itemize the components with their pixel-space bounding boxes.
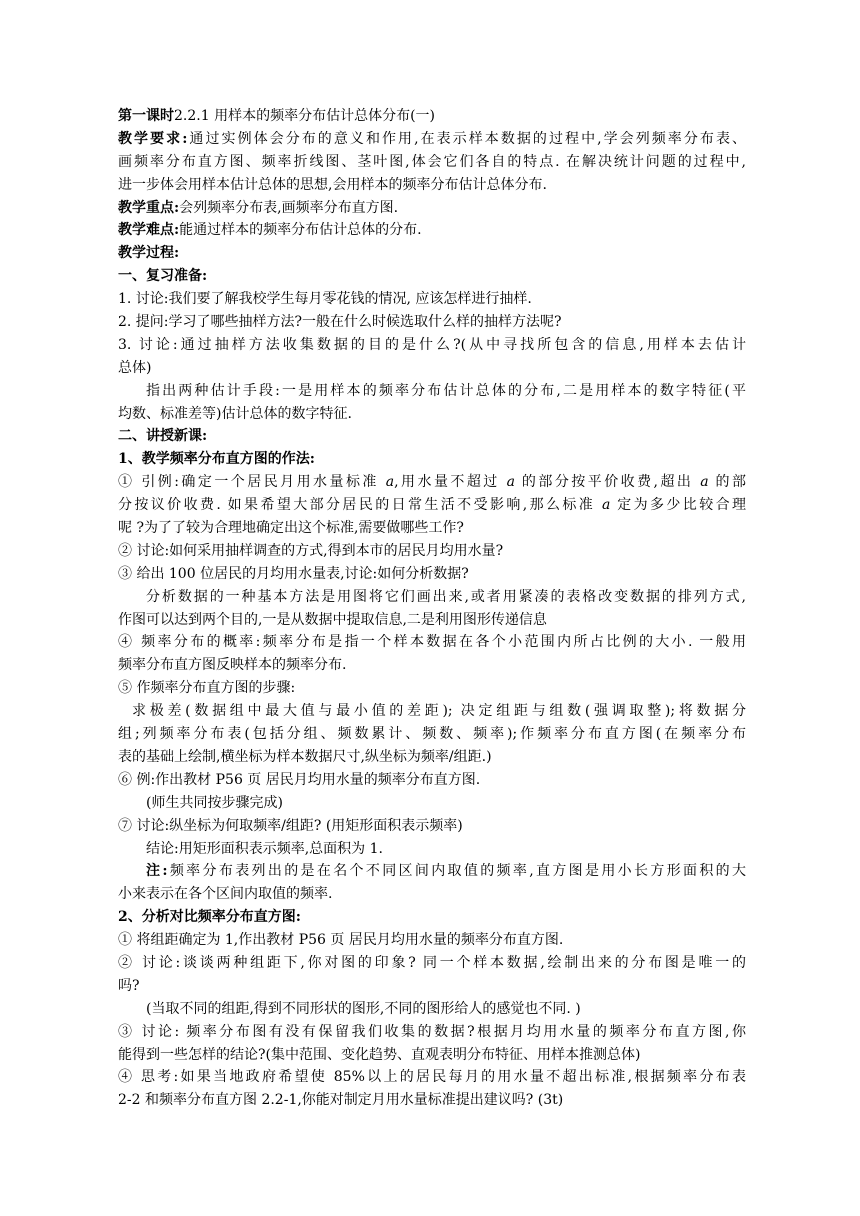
text-segment: 分按议价收费. 如果希望大部分居民的日常生活不受影响,那么标准 (118, 497, 603, 514)
text-segment: 结论:用矩形面积表示频率,总面积为 1. (146, 840, 383, 857)
text-line (118, 1089, 746, 1112)
lesson-plan-document (118, 105, 746, 1112)
text-line (118, 242, 746, 265)
text-line (118, 334, 746, 357)
text-line (118, 975, 746, 998)
text-segment: 表的基础上绘制,横坐标为样本数据尺寸,纵坐标为频率/组距.) (118, 748, 492, 765)
text-line (118, 677, 746, 700)
text-segment: 的部分按平价收费,超出 (515, 474, 701, 491)
text-line (118, 631, 746, 654)
text-line (118, 494, 746, 517)
text-line (118, 1021, 746, 1044)
text-line (118, 219, 746, 242)
text-line (118, 151, 746, 174)
text-line (118, 609, 746, 632)
text-segment: 能得到一些怎样的结论?(集中范围、变化趋势、直观表明分布特征、用样本推测总体) (118, 1046, 641, 1063)
text-line (118, 998, 746, 1021)
text-line (118, 265, 746, 288)
text-segment: 2-2 和频率分布直方图 2.2-1,你能对制定月用水量标准提出建议吗? (3t) (118, 1092, 564, 1109)
text-line (118, 1066, 746, 1089)
bold-heading-text: 1、教学频率分布直方图的作法: (118, 451, 315, 468)
text-line (118, 311, 746, 334)
text-line (118, 906, 746, 929)
bold-heading-text: 教学过程: (118, 245, 180, 262)
text-line (118, 1044, 746, 1067)
text-segment: ⑦ 讨论:纵坐标为何取频率/组距? (用矩形面积表示频率) (118, 817, 463, 834)
text-line (118, 403, 746, 426)
text-segment: ⑥ 例:作出教材 P56 页 居民月均用水量的频率分布直方图. (118, 771, 481, 788)
text-segment: 2.2.1 用样本的频率分布估计总体分布(一) (174, 108, 435, 124)
italic-variable: a (506, 474, 516, 491)
bold-heading-text: 教学难点: (118, 222, 180, 239)
text-segment: 定为多少比较合理 (610, 497, 746, 514)
text-line (118, 105, 746, 128)
text-segment: 小来表示在各个区间内取值的频率. (118, 886, 333, 903)
text-line (118, 746, 746, 769)
text-segment: 频率分布表列出的是在名个不同区间内取值的频率,直方图是用小长方形面积的大 (167, 863, 746, 880)
text-line (118, 929, 746, 952)
bold-heading-text: 2、分析对比频率分布直方图: (118, 909, 301, 926)
text-line (118, 952, 746, 975)
text-line (118, 540, 746, 563)
text-segment: 画频率分布直方图、频率折线图、茎叶图,体会它们各自的特点. 在解决统计问题的过程中, (118, 153, 746, 170)
text-segment: 的部 (708, 474, 746, 491)
text-segment: 1. 讨论:我们要了解我校学生每月零花钱的情况, 应该怎样进行抽样. (118, 291, 532, 308)
text-segment: 分析数据的一种基本方法是用图将它们画出来,或者用紧凑的表格改变数据的排列方式, (146, 588, 746, 605)
text-line (118, 425, 746, 448)
text-segment: ③ 讨论: 频率分布图有没有保留我们收集的数据?根据月均用水量的频率分布直方图,你 (118, 1023, 746, 1040)
text-segment: 指出两种估计手段:一是用样本的频率分布估计总体的分布,二是用样本的数字特征(平 (146, 382, 746, 399)
text-line (118, 700, 746, 723)
text-line (118, 380, 746, 403)
text-segment: 频率分布直方图反映样本的频率分布. (118, 657, 347, 674)
bold-heading-text: 第一课时 (118, 108, 174, 124)
text-line (118, 883, 746, 906)
text-segment: ③ 给出 100 位居民的月均用水量表,讨论:如何分析数据? (118, 565, 469, 582)
text-line (118, 723, 746, 746)
text-segment: 进一步体会用样本估计总体的思想,会用样本的频率分布估计总体分布. (118, 176, 547, 193)
text-segment: ,用水量不超过 (394, 474, 507, 491)
text-line (118, 586, 746, 609)
text-line (118, 448, 746, 471)
text-segment: ④ 思考:如果当地政府希望使 85%以上的居民每月的用水量不超出标准,根据频率分布表 (118, 1069, 746, 1086)
text-segment: ① 引例:确定一个居民月用水量标准 (118, 474, 386, 491)
italic-variable: a (602, 497, 611, 514)
bold-heading-text: 一、复习准备: (118, 268, 208, 285)
text-segment: (师生共同按步骤完成) (146, 794, 283, 811)
text-segment: 作图可以达到两个目的,一是从数据中提取信息,二是利用图形传递信息 (118, 611, 547, 628)
text-line (118, 517, 746, 540)
text-segment: 吗? (118, 977, 140, 994)
text-segment: ① 将组距确定为 1,作出教材 P56 页 居民月均用水量的频率分布直方图. (118, 932, 564, 949)
text-line (118, 654, 746, 677)
text-segment: 2. 提问:学习了哪些抽样方法?一般在什么时候选取什么样的抽样方法呢? (118, 314, 562, 331)
text-segment: (当取不同的组距,得到不同形状的图形,不同的图形给人的感觉也不同. ) (146, 1000, 581, 1017)
text-line (118, 563, 746, 586)
text-segment: ② 讨论:谈谈两种组距下,你对图的印象? 同一个样本数据,绘制出来的分布图是唯一的 (118, 954, 746, 971)
text-line (118, 174, 746, 197)
text-segment: 能通过样本的频率分布估计总体的分布. (179, 222, 422, 239)
text-line (118, 288, 746, 311)
text-line (118, 357, 746, 380)
text-segment: ④ 频率分布的概率:频率分布是指一个样本数据在各个小范围内所占比例的大小. 一般用 (118, 634, 746, 651)
text-line (118, 792, 746, 815)
italic-variable: a (700, 474, 709, 491)
text-segment: 会列频率分布表,画频率分布直方图. (179, 199, 399, 216)
text-segment: 均数、标准差等)估计总体的数字特征. (118, 405, 352, 422)
text-line (118, 197, 746, 220)
bold-heading-text: 二、讲授新课: (118, 428, 208, 445)
text-segment: 组;列频率分布表(包括分组、频数累计、频数、频率);作频率分布直方图(在频率分布 (118, 726, 746, 743)
text-line (118, 471, 746, 494)
bold-heading-text: 教学要求: (118, 130, 188, 147)
text-segment: 求极差(数据组中最大值与最小值的差距); 决定组距与组数(强调取整);将数据分 (132, 703, 746, 720)
text-line (118, 815, 746, 838)
text-line (118, 838, 746, 861)
italic-variable: a (385, 474, 395, 491)
text-segment: ⑤ 作频率分布直方图的步骤: (118, 680, 296, 697)
bold-heading-text: 教学重点: (118, 199, 180, 216)
text-line (118, 769, 746, 792)
text-segment: 呢 ?为了了较为合理地确定出这个标准,需要做哪些工作? (118, 520, 464, 537)
text-segment: 总体) (118, 359, 152, 376)
text-segment: 通过实例体会分布的意义和作用,在表示样本数据的过程中,学会列频率分布表、 (187, 130, 746, 147)
bold-heading-text: 注: (146, 863, 168, 880)
text-segment: ② 讨论:如何采用抽样调查的方式,得到本市的居民月均用水量? (118, 542, 504, 559)
text-line (118, 128, 746, 151)
text-segment: 3. 讨论:通过抽样方法收集数据的目的是什么?(从中寻找所包含的信息,用样本去估计 (118, 336, 746, 353)
text-line (118, 860, 746, 883)
